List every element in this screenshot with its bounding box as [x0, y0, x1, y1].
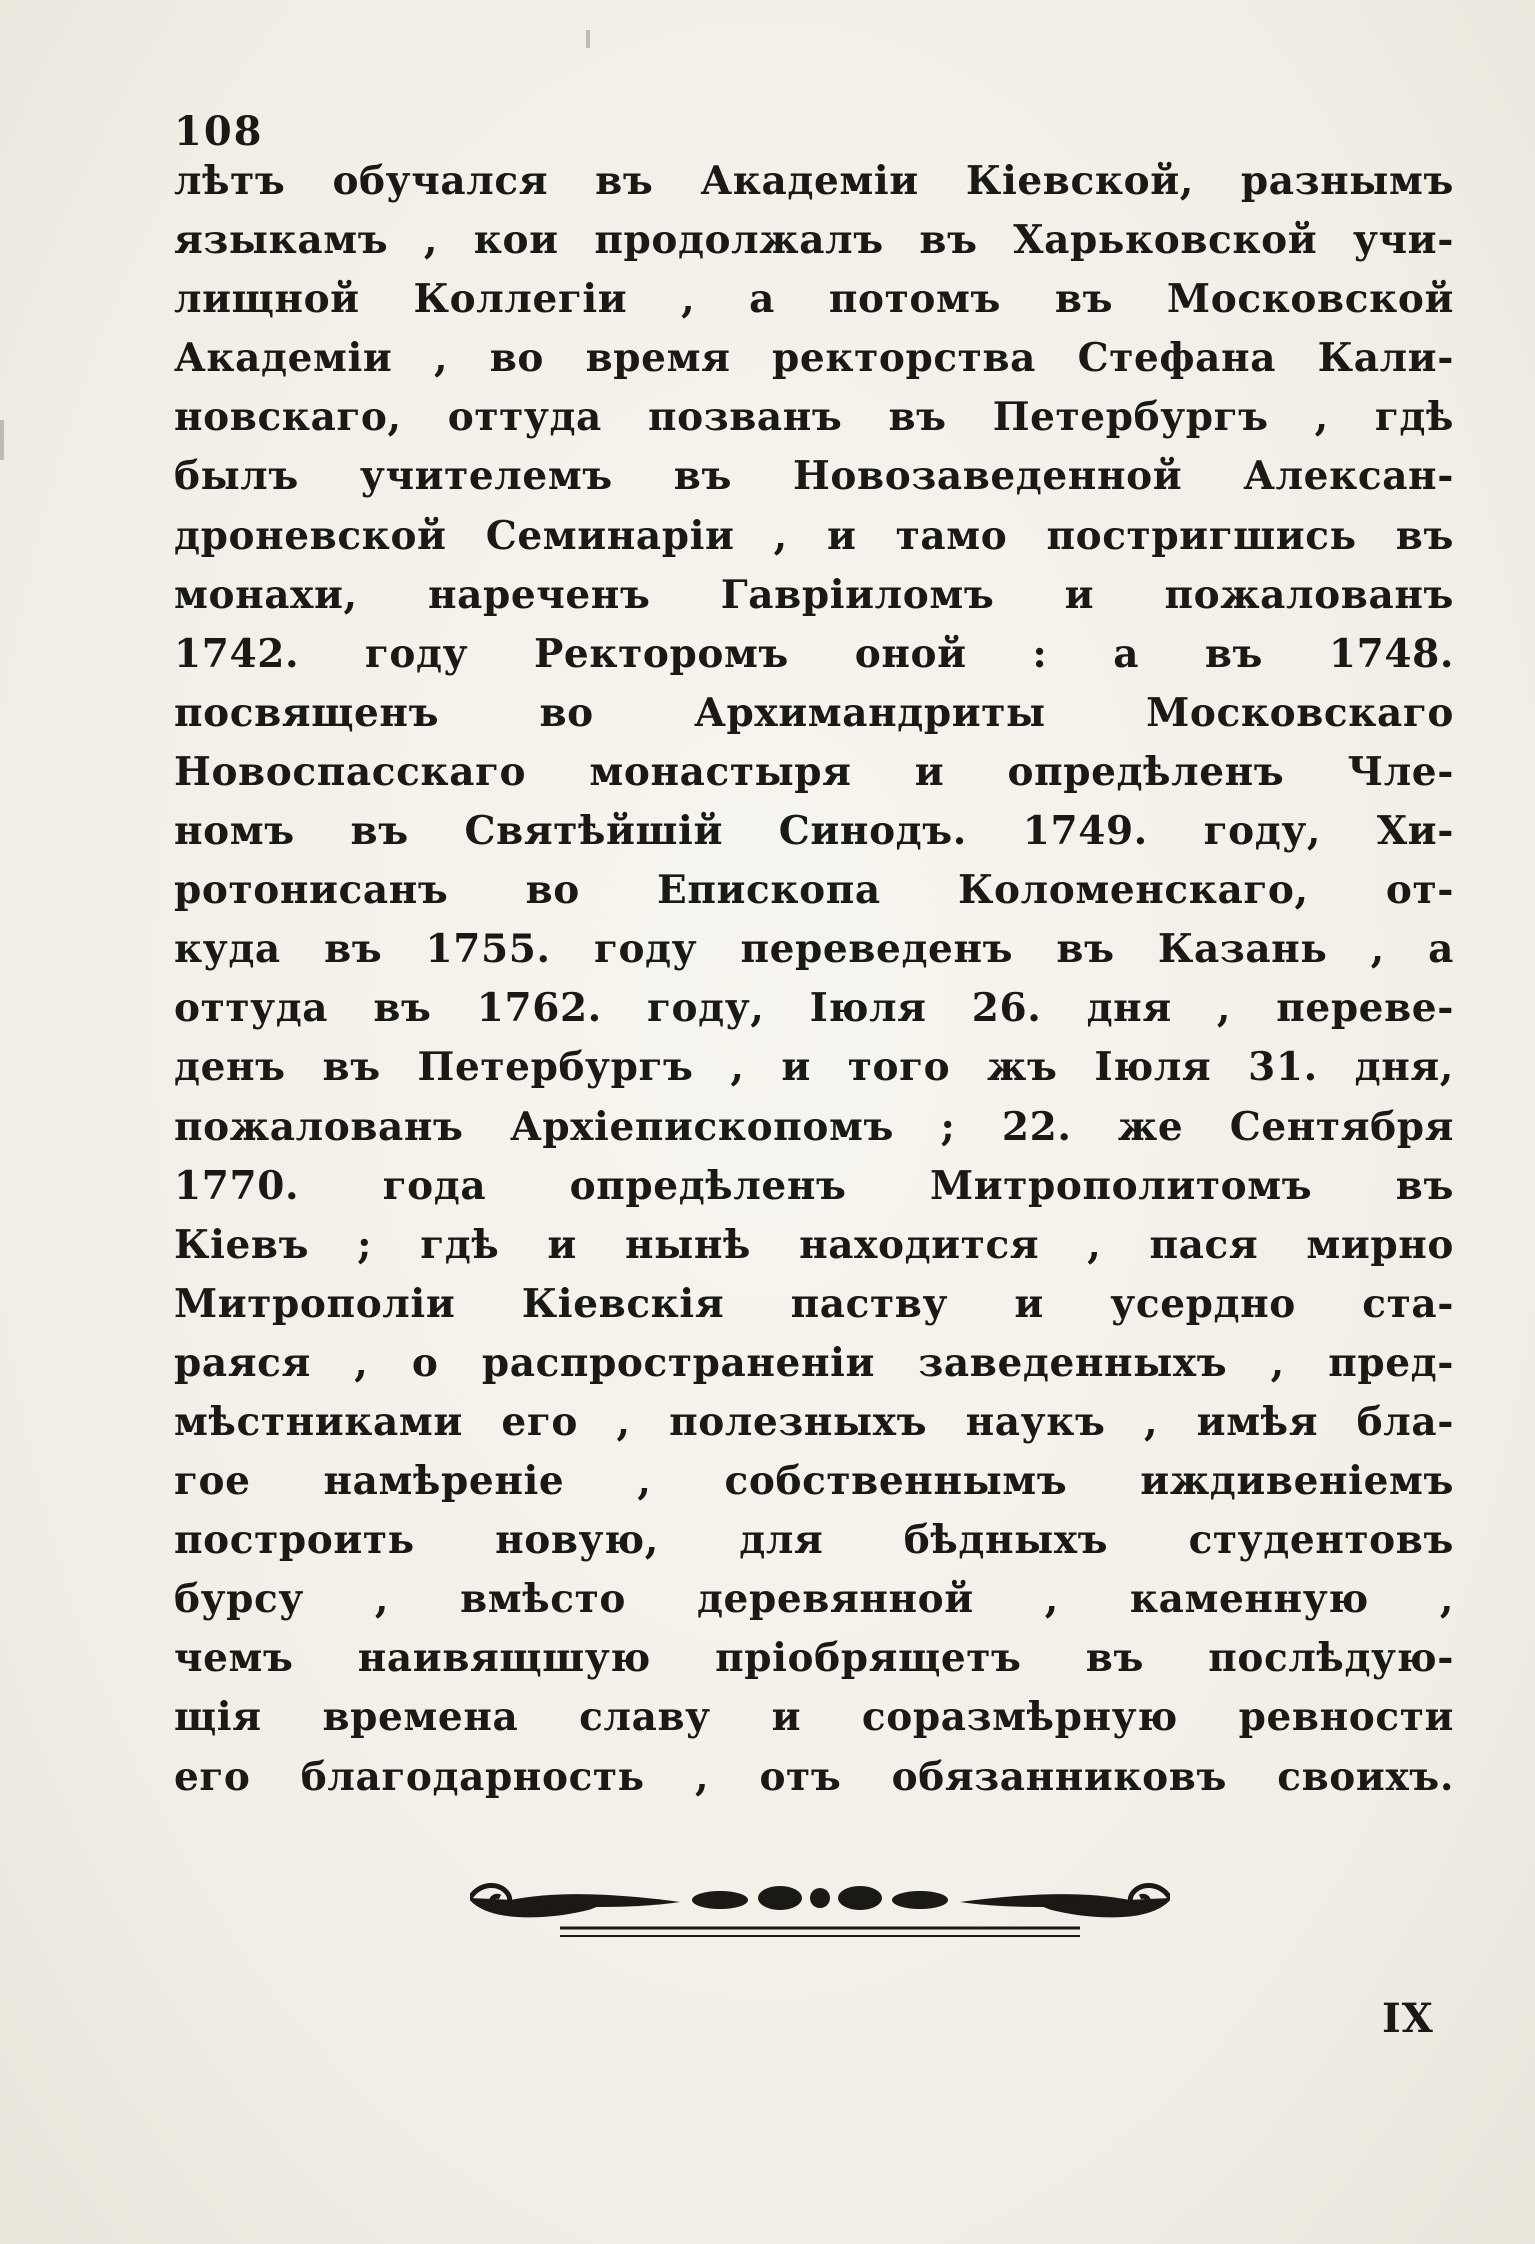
text-line: денъ въ Петербургъ , и того жъ Іюля 31. дня,: [174, 1044, 1454, 1091]
text-line: раяся , о распространеніи заведенныхъ , пред-: [174, 1339, 1454, 1386]
text-line: пожалованъ Архіепископомъ ; 22. же Сентября: [174, 1103, 1454, 1150]
page-number: 108: [174, 108, 264, 155]
text-line: языкамъ , кои продолжалъ въ Харьковской учи-: [174, 217, 1454, 264]
text-line: гое намѣреніе , собственнымъ иждивеніемъ: [174, 1458, 1454, 1505]
text-line: лѣтъ обучался въ Академіи Кіевской, разнымъ: [174, 158, 1454, 204]
text-line: монахи, нареченъ Гавріиломъ и пожалованъ: [174, 571, 1454, 618]
body-text: [174, 152, 1454, 1807]
text-line: 1742. году Ректоромъ оной : а въ 1748.: [174, 630, 1454, 677]
text-line: 1770. года опредѣленъ Митрополитомъ въ: [174, 1162, 1454, 1209]
text-line: его благодарность , отъ обязанниковъ своихъ.: [174, 1753, 1454, 1800]
text-line: оттуда въ 1762. году, Іюля 26. дня , переве-: [174, 985, 1454, 1032]
text-line: былъ учителемъ въ Новозаведенной Алексан-: [174, 453, 1454, 500]
text-line: посвященъ во Архимандриты Московскаго: [174, 689, 1454, 736]
text-line: дроневской Семинаріи , и тамо постригшись въ: [174, 512, 1454, 559]
text-line: лищной Коллегіи , а потомъ въ Московской: [174, 276, 1454, 323]
text-line: куда въ 1755. году переведенъ въ Казань , а: [174, 926, 1454, 973]
text-line: Академіи , во время ректорства Стефана Кали-: [174, 335, 1454, 382]
text-line: Новоспасскаго монастыря и опредѣленъ Чле-: [174, 748, 1454, 795]
text-line: Кіевъ ; гдѣ и нынѣ находится , пася мирно: [174, 1221, 1454, 1268]
text-line: бурсу , вмѣсто деревянной , каменную ,: [174, 1576, 1454, 1623]
text-line: номъ въ Святѣйшій Синодъ. 1749. году, Хи-: [174, 808, 1454, 855]
edge-mark-left: [0, 420, 4, 460]
text-line: чемъ наивящшую пріобрящетъ въ послѣдую-: [174, 1635, 1454, 1682]
text-line: мѣстниками его , полезныхъ наукъ , имѣя бла-: [174, 1398, 1454, 1445]
edge-mark-top: [586, 30, 590, 48]
text-line: построить новую, для бѣдныхъ студентовъ: [174, 1517, 1454, 1564]
text-line: новскаго, оттуда позванъ въ Петербургъ , гдѣ: [174, 394, 1454, 441]
signature-mark: IX: [1382, 1995, 1434, 2042]
tailpiece-ornament-icon: [470, 1860, 1170, 1950]
text-line: щія времена славу и соразмѣрную ревности: [174, 1694, 1454, 1741]
text-line: Митрополіи Кіевскія паству и усердно ста-: [174, 1280, 1454, 1327]
text-line: ротонисанъ во Епископа Коломенскаго, от-: [174, 867, 1454, 914]
